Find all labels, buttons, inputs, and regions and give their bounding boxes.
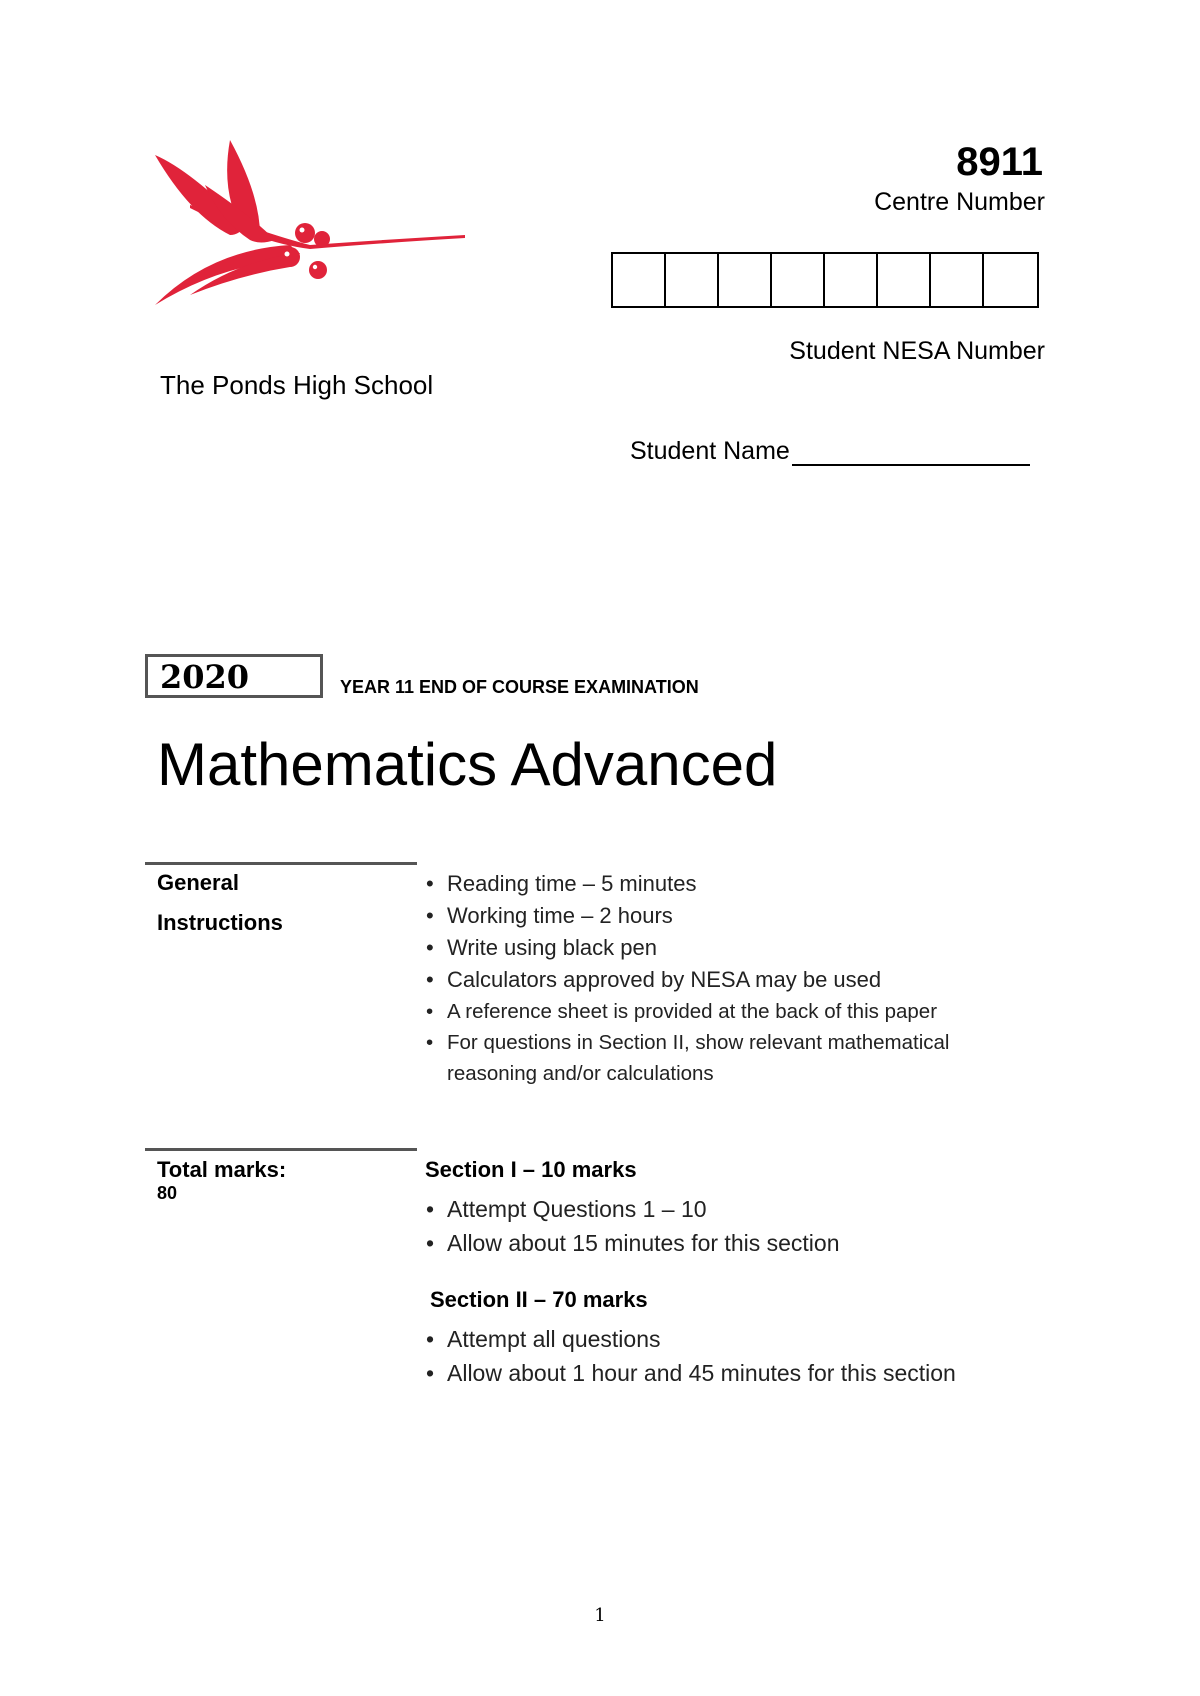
- student-name-label: Student Name: [630, 437, 790, 465]
- general-instructions-label: General: [157, 870, 239, 895]
- nesa-digit-box[interactable]: [878, 254, 931, 306]
- subject-title: Mathematics Advanced: [157, 731, 778, 798]
- student-name-row: [630, 437, 1030, 466]
- section-1-list: [422, 1195, 839, 1263]
- nesa-number-label: Student NESA Number: [789, 337, 1045, 365]
- section-2-heading: Section II – 70 marks: [430, 1287, 648, 1312]
- nesa-digit-box[interactable]: [931, 254, 984, 306]
- list-item: • Attempt Questions 1 – 10: [422, 1195, 839, 1229]
- list-item: • Allow about 15 minutes for this section: [422, 1229, 839, 1263]
- exam-year-box: 2020: [145, 654, 323, 698]
- list-item: • For questions in Section II, show relevant mathematical reasoning and/or calculations: [422, 1027, 1007, 1089]
- general-instructions-label: Instructions: [157, 910, 283, 935]
- total-marks-value: 80: [157, 1183, 178, 1203]
- general-instructions-list: [422, 870, 1007, 1089]
- section-2-list: [422, 1325, 956, 1393]
- list-item: • Write using black pen: [422, 934, 1007, 966]
- list-item: • Calculators approved by NESA may be used: [422, 966, 1007, 998]
- nesa-digit-box[interactable]: [772, 254, 825, 306]
- list-item: • Reading time – 5 minutes: [422, 870, 1007, 902]
- centre-number-label: Centre Number: [874, 188, 1045, 216]
- nesa-digit-box[interactable]: [719, 254, 772, 306]
- list-item: • Working time – 2 hours: [422, 902, 1007, 934]
- section-divider: [145, 1148, 417, 1151]
- nesa-digit-box[interactable]: [825, 254, 878, 306]
- exam-heading: YEAR 11 END OF COURSE EXAMINATION: [340, 677, 699, 697]
- list-item: • Attempt all questions: [422, 1325, 956, 1359]
- eucalyptus-branch-icon: [150, 135, 480, 325]
- section-divider: [145, 862, 417, 865]
- centre-number: 8911: [956, 140, 1043, 184]
- nesa-digit-box[interactable]: [984, 254, 1037, 306]
- school-name: The Ponds High School: [160, 370, 434, 400]
- nesa-number-boxes[interactable]: [611, 252, 1039, 308]
- nesa-digit-box[interactable]: [613, 254, 666, 306]
- list-item: • Allow about 1 hour and 45 minutes for this section: [422, 1359, 956, 1393]
- list-item: • A reference sheet is provided at the back of this paper: [422, 998, 1007, 1027]
- page-number: 1: [594, 1605, 606, 1626]
- section-1-heading: Section I – 10 marks: [425, 1157, 637, 1182]
- student-name-field[interactable]: [792, 440, 1030, 466]
- total-marks-label: Total marks:: [157, 1157, 287, 1182]
- nesa-digit-box[interactable]: [666, 254, 719, 306]
